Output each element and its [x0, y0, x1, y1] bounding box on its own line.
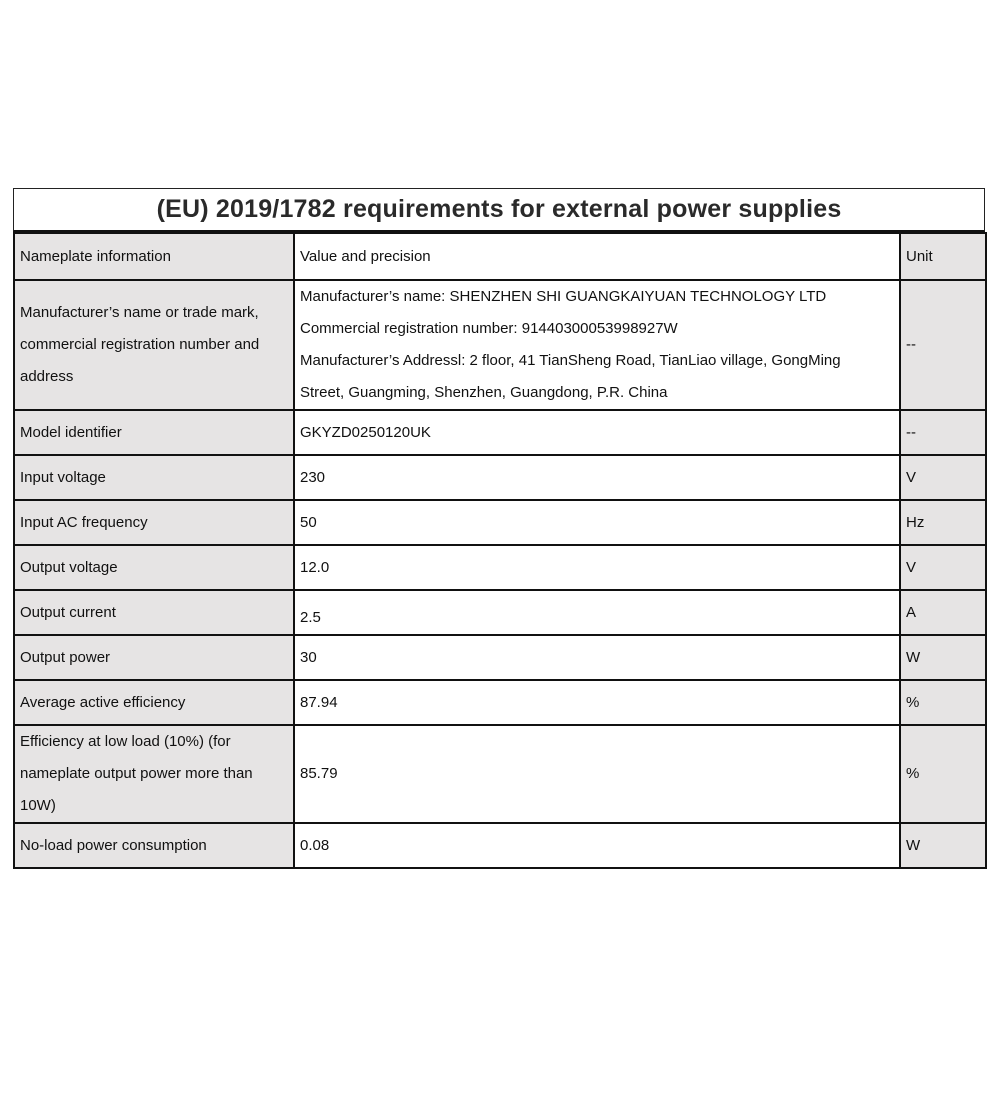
table-title: (EU) 2019/1782 requirements for external power supplies [156, 195, 842, 223]
row-value [294, 280, 900, 410]
row-label: Output current [14, 590, 294, 635]
row-unit: W [900, 823, 986, 868]
row-value: 12.0 [294, 545, 900, 590]
registration-number: Commercial registration number: 91440300053998927W [300, 320, 678, 337]
table-row-output-voltage [14, 545, 986, 590]
table-row-model-identifier [14, 410, 986, 455]
row-unit: % [900, 680, 986, 725]
row-value: 2.5 [294, 590, 900, 635]
row-label: Input voltage [14, 455, 294, 500]
row-label: No-load power consumption [14, 823, 294, 868]
row-unit: W [900, 635, 986, 680]
table-row-average-active-efficiency [14, 680, 986, 725]
row-label: Input AC frequency [14, 500, 294, 545]
label-line: commercial registration number and [20, 336, 260, 353]
row-label [14, 280, 294, 410]
label-line: 10W) [20, 797, 56, 814]
row-label [14, 725, 294, 823]
label-line: Efficiency at low load (10%) (for [20, 733, 231, 750]
row-value: 85.79 [294, 725, 900, 823]
row-value: 30 [294, 635, 900, 680]
label-line: Manufacturer’s name or trade mark, [20, 304, 259, 321]
row-value: GKYZD0250120UK [294, 410, 900, 455]
table-row-output-current [14, 590, 986, 635]
table-row-low-load-efficiency [14, 725, 986, 823]
row-unit: V [900, 545, 986, 590]
row-unit: V [900, 455, 986, 500]
row-unit: -- [900, 280, 986, 410]
row-value: 0.08 [294, 823, 900, 868]
requirements-table [13, 232, 987, 869]
table-row-input-ac-frequency [14, 500, 986, 545]
table-row-input-voltage [14, 455, 986, 500]
row-label: Model identifier [14, 410, 294, 455]
manufacturer-address-cont: Street, Guangming, Shenzhen, Guangdong, P.R. China [300, 384, 668, 401]
row-label: Output voltage [14, 545, 294, 590]
manufacturer-name: Manufacturer’s name: SHENZHEN SHI GUANGKAIYUAN TECHNOLOGY LTD [300, 288, 827, 305]
row-unit: -- [900, 410, 986, 455]
row-unit: A [900, 590, 986, 635]
label-line: address [20, 368, 74, 385]
table-row-no-load-power [14, 823, 986, 868]
header-value-and-precision: Value and precision [294, 233, 900, 280]
row-value: 87.94 [294, 680, 900, 725]
header-nameplate-information: Nameplate information [14, 233, 294, 280]
label-line: nameplate output power more than [20, 765, 253, 782]
row-unit: Hz [900, 500, 986, 545]
requirements-table-sheet [13, 188, 985, 869]
row-value: 50 [294, 500, 900, 545]
table-row-manufacturer [14, 280, 986, 410]
header-unit: Unit [900, 233, 986, 280]
table-row-output-power [14, 635, 986, 680]
table-header-row [14, 233, 986, 280]
manufacturer-address: Manufacturer’s Addressl: 2 floor, 41 TianSheng Road, TianLiao village, GongMing [300, 352, 841, 369]
table-title-bar [13, 188, 985, 232]
row-unit: % [900, 725, 986, 823]
row-value: 230 [294, 455, 900, 500]
row-label: Output power [14, 635, 294, 680]
row-label: Average active efficiency [14, 680, 294, 725]
